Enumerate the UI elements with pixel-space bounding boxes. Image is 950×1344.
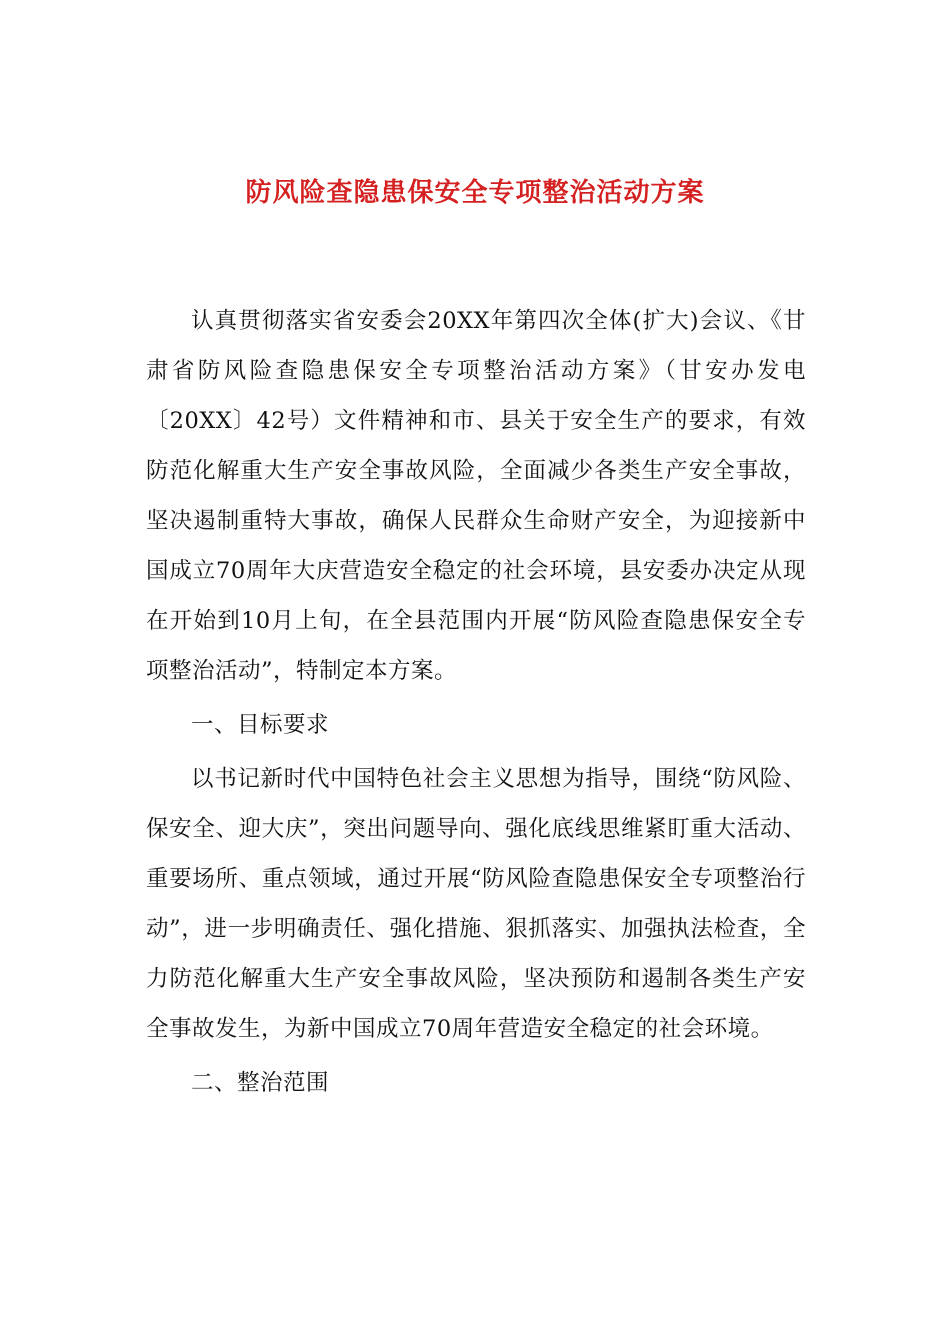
document-title: 防风险查隐患保安全专项整治活动方案: [245, 178, 705, 208]
intro-paragraph: 认真贯彻落实省安委会20XX年第四次全体(扩大)会议、《甘肃省防风险查隐患保安全专项整治活动方案》（甘安办发电〔20XX〕42号）文件精神和市、县关于安全生产的要求，有效防范化解重大生产安全事故风险，全面减少各类生产安全事故，坚决遏制重特大事故，确保人民群众生命财产安全，为迎接新中国成立70周年大庆营造安全稳定的社会环境，县安委办决定从现在开始到10月上旬，在全县范围内开展“防风险查隐患保安全专项整治活动”，特制定本方案。: [146, 308, 806, 684]
section-heading-goals: 一、目标要求: [191, 712, 330, 738]
document-body: [146, 296, 806, 1108]
goals-paragraph: 以书记新时代中国特色社会主义思想为指导，围绕“防风险、保安全、迎大庆”，突出问题导向、强化底线思维紧盯重大活动、重要场所、重点领域，通过开展“防风险查隐患保安全专项整治行动”，进一步明确责任、强化措施、狠抓落实、加强执法检查，全力防范化解重大生产安全事故风险，坚决预防和遏制各类生产安全事故发生，为新中国成立70周年营造安全稳定的社会环境。: [146, 766, 806, 1042]
section-heading-scope: 二、整治范围: [191, 1070, 330, 1096]
